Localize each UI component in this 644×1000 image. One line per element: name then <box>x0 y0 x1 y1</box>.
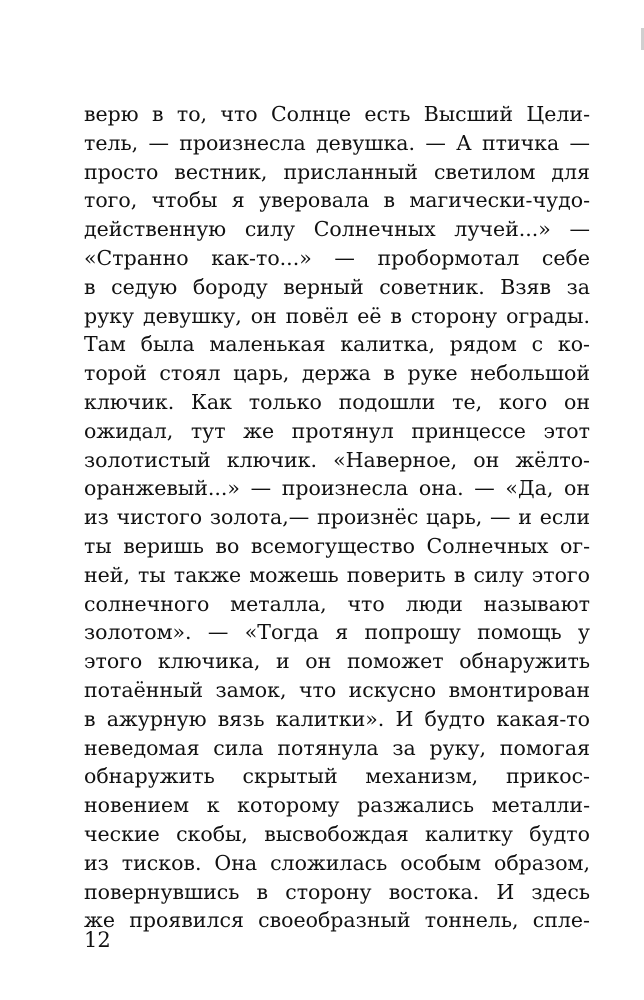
text-line: того, чтобы я уверовала в магически-чудо- <box>84 188 590 213</box>
page-number: 12 <box>84 928 111 952</box>
body-text <box>84 100 590 935</box>
text-line: оранжевый...» — произнесла она. — «Да, он <box>84 476 590 501</box>
text-line: руку девушку, он повёл её в сторону ограды. <box>84 303 590 328</box>
text-line: золотом». — «Тогда я попрошу помощь у <box>84 620 590 645</box>
text-line: в ажурную вязь калитки». И будто какая-то <box>84 706 590 731</box>
text-line: «Странно как-то...» — пробормотал себе <box>84 245 590 270</box>
text-line: золотистый ключик. «Наверное, он жёлто- <box>84 447 590 472</box>
text-line: Там была маленькая калитка, рядом с ко- <box>84 332 590 357</box>
text-line: в седую бороду верный советник. Взяв за <box>84 274 590 299</box>
text-line: неведомая сила потянула за руку, помогая <box>84 735 590 760</box>
text-line: этого ключика, и он поможет обнаружить <box>84 649 590 674</box>
text-line: верю в то, что Солнце есть Высший Цели- <box>84 102 590 126</box>
text-line: тель, — произнесла девушка. — А птичка — <box>84 130 590 155</box>
text-line: потаённый замок, что искусно вмонтирован <box>84 677 590 702</box>
text-line: обнаружить скрытый механизм, прикос- <box>84 764 590 789</box>
text-line: ческие скобы, высвобождая калитку будто <box>84 821 590 846</box>
text-line: из чистого золота,— произнёс царь, — и если <box>84 505 590 530</box>
text-line: же проявился своеобразный тоннель, спле- <box>84 908 590 933</box>
text-line: ожидал, тут же протянул принцессе этот <box>84 418 590 443</box>
text-line: солнечного металла, что люди называют <box>84 591 590 616</box>
text-line: ней, ты также можешь поверить в силу этого <box>84 562 590 587</box>
text-line: из тисков. Она сложилась особым образом, <box>84 850 590 875</box>
text-line: просто вестник, присланный светилом для <box>84 159 590 184</box>
text-line: торой стоял царь, держа в руке небольшой <box>84 361 590 386</box>
text-line: действенную силу Солнечных лучей...» — <box>84 217 590 242</box>
text-line: повернувшись в сторону востока. И здесь <box>84 879 590 904</box>
text-line: ты веришь во всемогущество Солнечных ог- <box>84 533 590 558</box>
text-line: ключик. Как только подошли те, кого он <box>84 389 590 414</box>
text-line: новением к которому разжались металли- <box>84 793 590 818</box>
